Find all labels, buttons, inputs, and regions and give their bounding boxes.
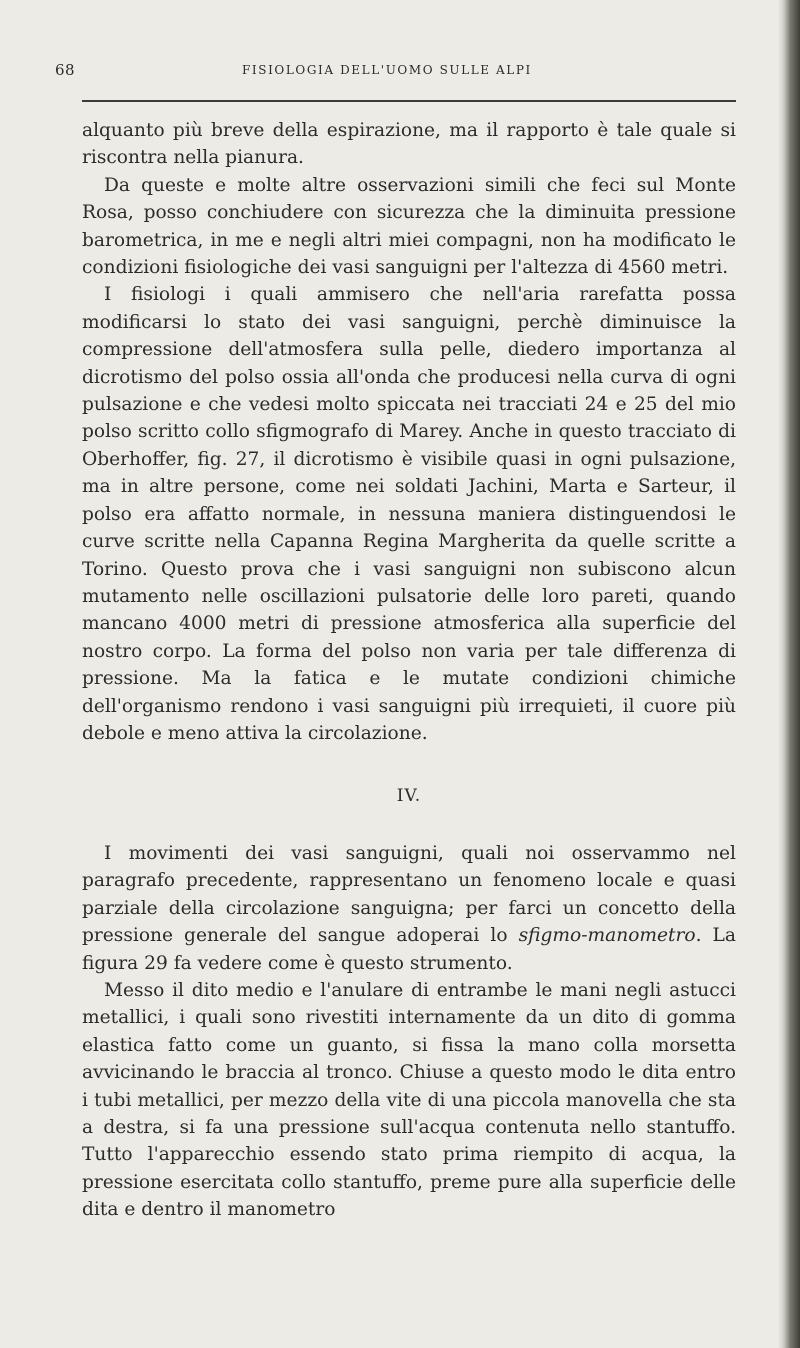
text-block-upper	[82, 117, 736, 747]
running-head	[52, 61, 742, 83]
header-rule	[82, 100, 736, 102]
paragraph-text-start: I movimenti dei vasi sanguigni, quali noi osservammo nel paragrafo precedente, rappresentano un fenomeno locale e quasi parziale della circolazione sanguigna; per farci un concetto della pressione generale del sangue adoperai lo	[82, 843, 736, 947]
paragraph-instrument-usage: Messo il dito medio e l'anulare di entrambe le mani negli astucci metallici, i quali sono rivestiti internamente da un dito di gomma elastica fatto come un guanto, si fissa la mano colla morsetta avvicinando le braccia al tronco. Chiuse a questo modo le dita entro i tubi metallici, per mezzo della vite di una piccola manovella che sta a destra, si fa una pressione sull'acqua contenuta nello stantuffo. Tutto l'apparecchio essendo stato prima riempito di acqua, la pressione esercitata collo stantuffo, preme pure alla superficie delle dita e dentro il manometro	[82, 980, 736, 1221]
instrument-name: sfigmo-manometro	[518, 925, 696, 947]
section-heading: IV.	[396, 786, 422, 806]
text-block-lower	[82, 840, 736, 1224]
running-title: FISIOLOGIA DELL'UOMO SULLE ALPI	[242, 63, 532, 77]
paragraph-continuation: alquanto più breve della espirazione, ma il rapporto è tale quale si riscontra nella pianura.	[82, 120, 736, 169]
binding-edge	[778, 0, 800, 1348]
page-number: 68	[55, 61, 76, 79]
paragraph-dicrotism: I fisiologi i quali ammisero che nell'aria rarefatta possa modificarsi lo stato dei vasi sanguigni, perchè diminuisce la compressione dell'atmosfera sulla pelle, diedero importanza al dicrotismo del polso ossia all'onda che producesi nella curva di ogni pulsazione e che vedesi molto spiccata nei tracciati 24 e 25 del mio polso scritto collo sfigmografo di Marey. Anche in questo tracciato di Oberhoffer, fig. 27, il dicrotismo è visibile quasi in ogni pulsazione, ma in altre persone, come nei soldati Jachini, Marta e Sarteur, il polso era affatto normale, in nessuna maniera distinguendosi le curve scritte nella Capanna Regina Margherita da quelle scritte a Torino. Questo prova che i vasi sanguigni non subiscono alcun mutamento nelle oscillazioni pulsatorie delle loro pareti, quando mancano 4000 metri di pressione atmosferica alla superficie del nostro corpo. La forma del polso non varia per tale differenza di pressione. Ma la fatica e le mutate condizioni chimiche dell'organismo rendono i vasi sanguigni più irrequieti, il cuore più debole e meno attiva la circolazione.	[82, 284, 736, 744]
paragraph-blood-vessel-movements	[82, 840, 736, 977]
paragraph-monte-rosa: Da queste e molte altre osservazioni simili che feci sul Monte Rosa, posso conchiudere con sicurezza che la diminuita pressione barometrica, in me e negli altri miei compagni, non ha modificato le condizioni fisiologiche dei vasi sanguigni per l'altezza di 4560 metri.	[82, 174, 736, 279]
paragraph-text-end: . La figura 29 fa vedere come è questo strumento.	[82, 925, 736, 974]
